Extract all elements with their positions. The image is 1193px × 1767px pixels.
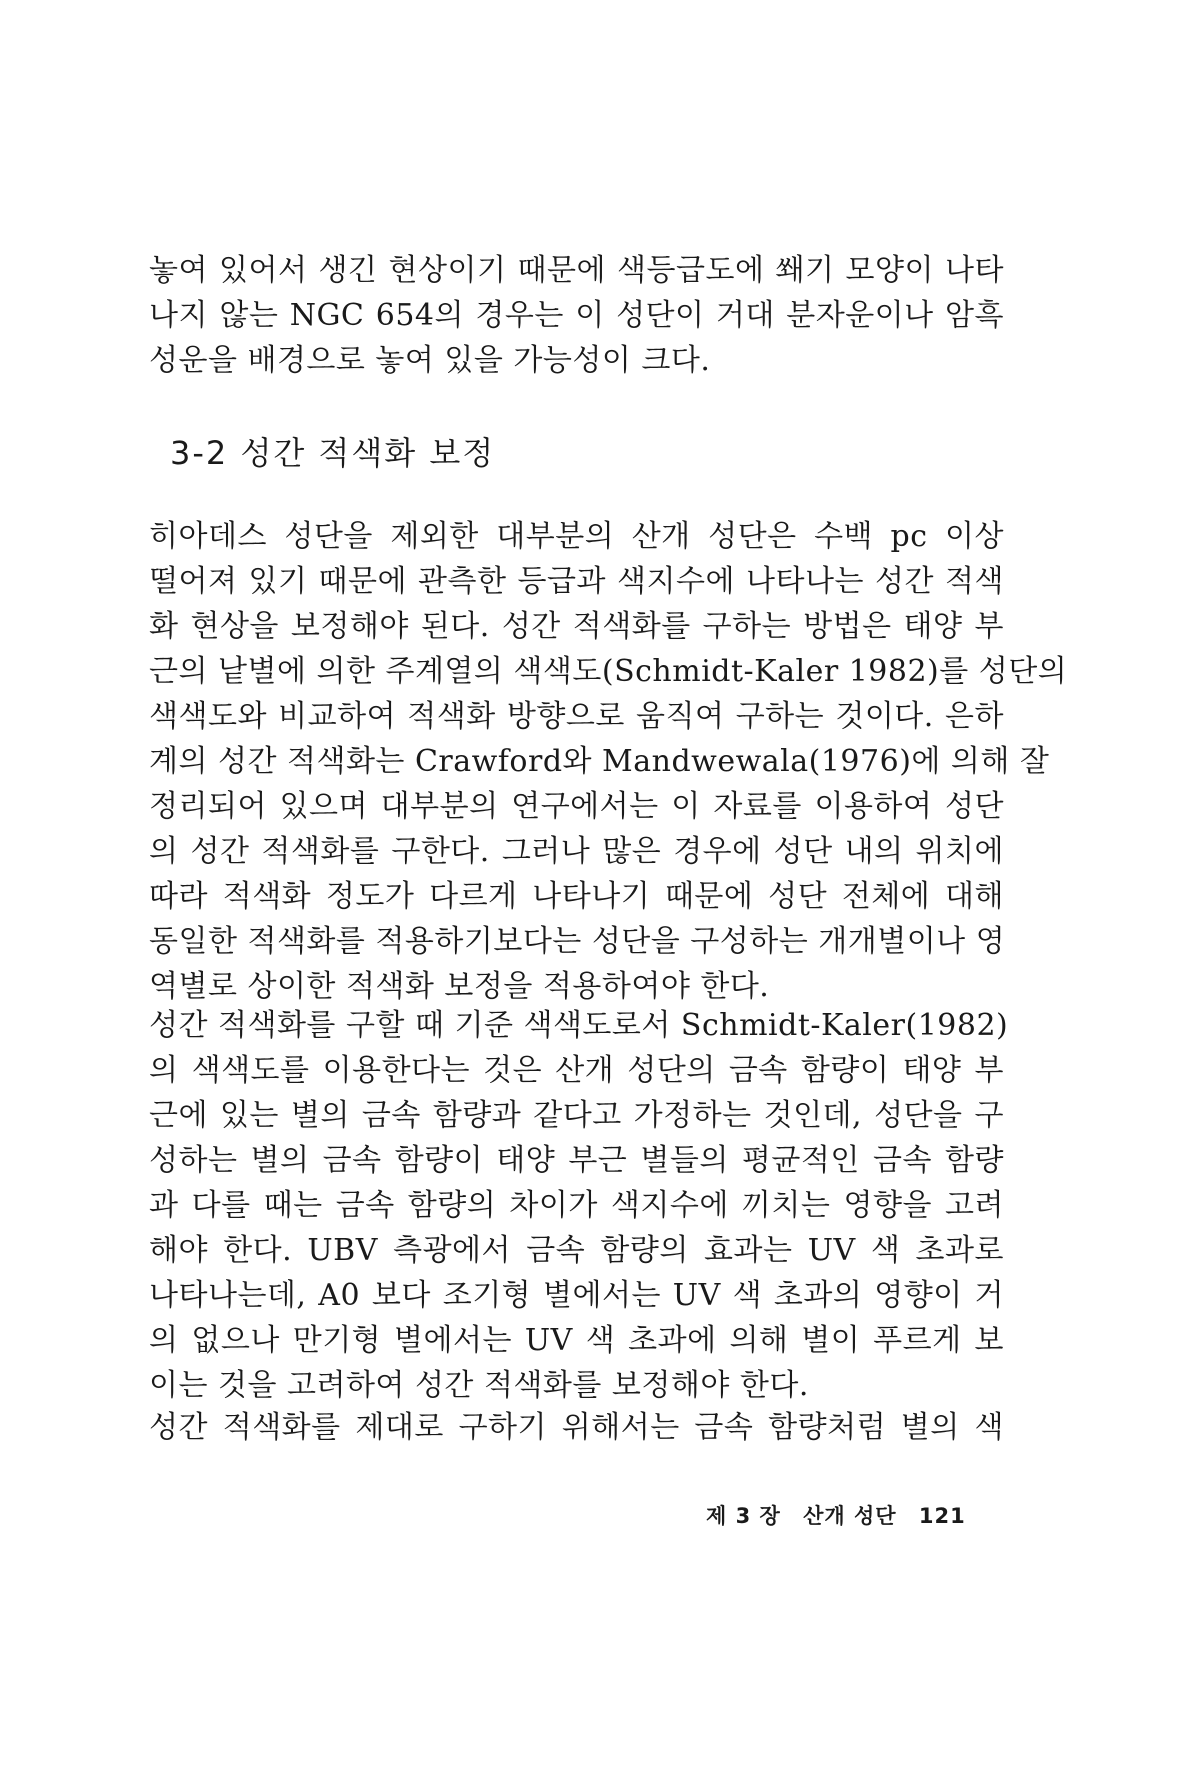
text-line: 나타나는데, A0 보다 조기형 별에서는 UV 색 초과의 영향이 거: [149, 1278, 1004, 1313]
text-line: 정리되어 있으며 대부분의 연구에서는 이 자료를 이용하여 성단: [149, 789, 1004, 824]
text-line: 화 현상을 보정해야 된다. 성간 적색화를 구하는 방법은 태양 부: [149, 609, 1004, 644]
paragraph-metallicity: [149, 1003, 1009, 1408]
text-line: 따라 적색화 정도가 다르게 나타나기 때문에 성단 전체에 대해: [149, 879, 1004, 914]
text-line: 근의 낱별에 의한 주계열의 색색도(Schmidt-Kaler 1982)를 성단의: [149, 654, 1068, 689]
text-line: 성운을 배경으로 놓여 있을 가능성이 크다.: [149, 343, 711, 378]
text-line: 동일한 적색화를 적용하기보다는 성단을 구성하는 개개별이나 영: [149, 924, 1006, 959]
text-line: 놓여 있어서 생긴 현상이기 때문에 색등급도에 쐐기 모양이 나타: [149, 253, 1004, 288]
text-line: 의 없으나 만기형 별에서는 UV 색 초과에 의해 별이 푸르게 보: [149, 1323, 1004, 1358]
paragraph-interstellar-reddening: [149, 514, 1068, 1009]
text-line: 근에 있는 별의 금속 함량과 같다고 가정하는 것인데, 성단을 구: [149, 1098, 1004, 1133]
text-line: 성간 적색화를 구할 때 기준 색색도로서 Schmidt-Kaler(1982): [149, 1008, 1009, 1043]
intro-paragraph: [149, 248, 1004, 383]
text-line: 떨어져 있기 때문에 관측한 등급과 색지수에 나타나는 성간 적색: [149, 564, 1004, 599]
text-line: 나지 않는 NGC 654의 경우는 이 성단이 거대 분자운이나 암흑: [149, 298, 1004, 333]
text-line: 히아데스 성단을 제외한 대부분의 산개 성단은 수백 pc 이상: [149, 519, 1004, 554]
footer-chapter: 제 3 장: [706, 1504, 781, 1528]
text-line: 역별로 상이한 적색화 보정을 적용하여야 한다.: [149, 969, 770, 1004]
page-number: 121: [918, 1504, 966, 1528]
text-line: 성하는 별의 금속 함량이 태양 부근 별들의 평균적인 금속 함량: [149, 1143, 1004, 1178]
text-line: 의 성간 적색화를 구한다. 그러나 많은 경우에 성단 내의 위치에: [149, 834, 1004, 869]
page-footer: [706, 1500, 966, 1530]
text-line: 과 다를 때는 금속 함량의 차이가 색지수에 끼치는 영향을 고려: [149, 1188, 1004, 1223]
text-line: 이는 것을 고려하여 성간 적색화를 보정해야 한다.: [149, 1368, 809, 1403]
footer-title: 산개 성단: [803, 1504, 897, 1528]
text-line: 계의 성간 적색화는 Crawford와 Mandwewala(1976)에 의해 잘: [149, 744, 1050, 779]
paragraph-continuation: [149, 1405, 1004, 1450]
text-line: 색색도와 비교하여 적색화 방향으로 움직여 구하는 것이다. 은하: [149, 699, 1004, 734]
text-line: 성간 적색화를 제대로 구하기 위해서는 금속 함량처럼 별의 색: [149, 1410, 1004, 1445]
section-heading: 3-2 성간 적색화 보정: [170, 434, 496, 472]
text-line: 의 색색도를 이용한다는 것은 산개 성단의 금속 함량이 태양 부: [149, 1053, 1004, 1088]
text-line: 해야 한다. UBV 측광에서 금속 함량의 효과는 UV 색 초과로: [149, 1233, 1004, 1268]
